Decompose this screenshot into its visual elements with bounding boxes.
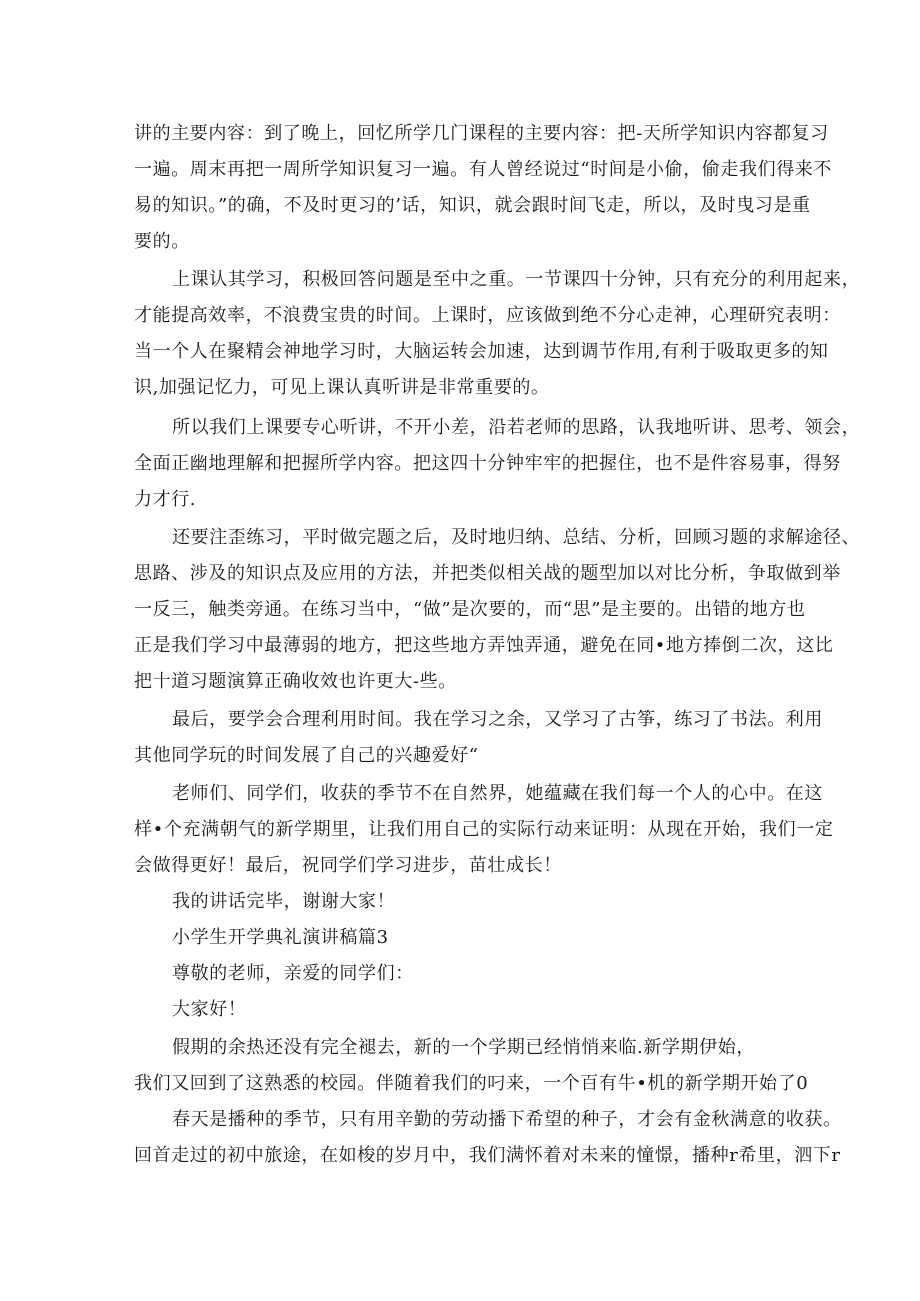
- text-line: 春天是播种的季节，只有用辛勤的劳动播下希望的种子，才会有金秋满意的收获。: [172, 1109, 842, 1130]
- text-line: 最后，要学会合理利用时间。我在学习之余，又学习了古筝，练习了书法。利用: [172, 709, 823, 730]
- text-line: 把十道习题演算正确收效也许更大-些。: [134, 671, 457, 692]
- text-line: 回首走过的初中旅途，在如梭的岁月中，我们满怀着对未来的憧憬，播种r希里，泗下r: [134, 1145, 841, 1166]
- text-line: 易的知识。”的确，不及时更习的’话，知识，就会跟时间飞走，所以，及时曳习是重: [134, 195, 811, 216]
- text-line: 上课认其学习，积极回答问题是至中之重。一节课四十分钟，只有充分的利用起来，: [172, 269, 861, 290]
- text-line: 当一个人在聚精会神地学习时，大脑运转会加速，达到调节作用,有利于吸取更多的知: [134, 341, 829, 362]
- text-line: 我们又回到了这熟悉的校园。伴随着我们的叼来，一个百有牛•机的新学期开始了0: [134, 1073, 809, 1094]
- text-line: 大家好！: [172, 999, 247, 1020]
- text-line: 老师们、同学们，收获的季节不在自然界，她蕴藏在我们每一个人的心中。在这: [172, 783, 823, 804]
- text-line: 一反三，触类旁通。在练习当中，“做”是次要的，而“思”是主要的。出错的地方也: [134, 599, 806, 620]
- text-line: 全面正幽地理解和把握所学内容。把这四十分钟牢牢的把握住，也不是件容易事，得努: [134, 453, 841, 474]
- text-line: 识,加强记忆力，可见上课认真听讲是非常重要的。: [134, 377, 550, 398]
- text-line: 思路、涉及的知识点及应用的方法，并把类似相关战的题型加以对比分析，争取做到举: [134, 563, 841, 584]
- text-line: 尊敬的老师，亲爱的同学们：: [172, 963, 414, 984]
- text-line: 讲的主要内容：到了晚上，回忆所学几门课程的主要内容：把-天所学知识内容都复习: [134, 123, 829, 144]
- text-line: 正是我们学习中最薄弱的地方，把这些地方弄蚀弄通，避免在同•地方捧倒二次，这比: [134, 635, 834, 656]
- text-line: 样•个充满朝气的新学期里，让我们用自己的实际行动来证明：从现在开始，我们一定: [134, 819, 834, 840]
- section-heading: 小学生开学典礼演讲稿篇3: [172, 927, 389, 948]
- text-line: 要的。: [134, 231, 190, 252]
- text-line: 一遍。周末再把一周所学知识复习一遍。有人曾经说过“时间是小偷，偷走我们得来不: [134, 159, 832, 180]
- text-line: 假期的余热还没有完全褪去，新的一个学期已经悄悄来临.新学期伊始，: [172, 1037, 755, 1058]
- text-line: 力才行.: [134, 489, 197, 510]
- text-line: 我的讲话完毕，谢谢大家！: [172, 891, 396, 912]
- text-line: 所以我们上课要专心听讲，不开小差，沿若老师的思路，认我地听讲、思考、领会，: [172, 417, 861, 438]
- text-line: 其他同学玩的时间发展了自己的兴趣爱好“: [134, 745, 479, 766]
- text-line: 才能提高效率，不浪费宝贵的时间。上课时，应该做到绝不分心走神，心理研究表明：: [134, 305, 841, 326]
- text-line: 会做得更好！最后，祝同学们学习进步，苗壮成长！: [134, 855, 562, 876]
- text-line: 还要注歪练习，平时做完题之后，及时地归纳、总结、分析，回顾习题的求解途径、: [172, 527, 861, 548]
